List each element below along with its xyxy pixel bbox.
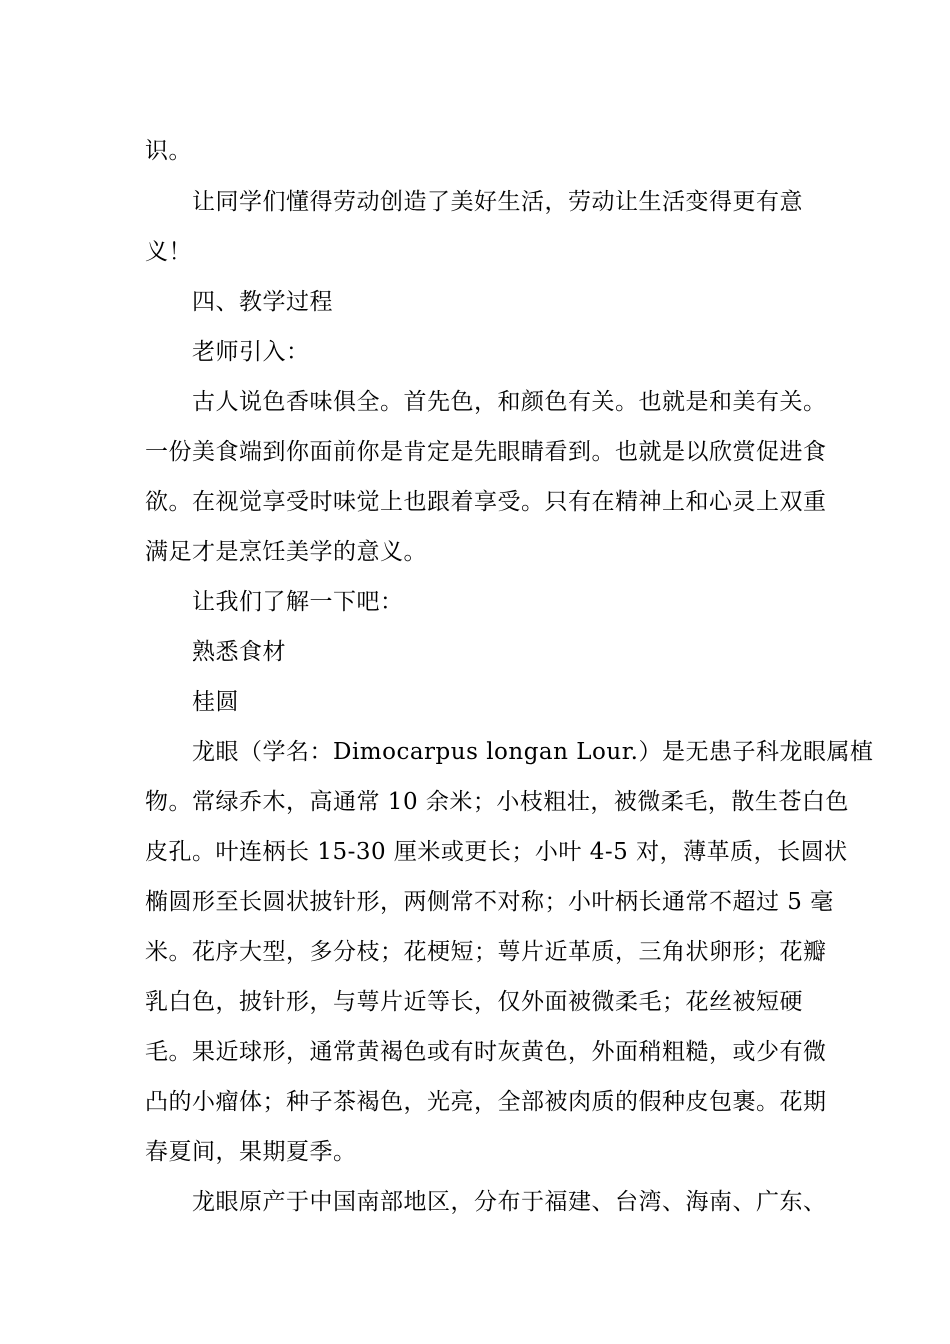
body-text <box>145 126 807 176</box>
paragraph-line: 毛。果近球形，通常黄褐色或有时灰黄色，外面稍粗糙，或少有微 <box>145 1039 827 1065</box>
paragraph-line: 让同学们懂得劳动创造了美好生活，劳动让生活变得更有意 <box>192 189 803 215</box>
paragraph-line: 凸的小瘤体；种子茶褐色，光亮，全部被肉质的假种皮包裹。花期 <box>145 1089 827 1115</box>
paragraph-continuation: 识。 <box>145 138 192 164</box>
paragraph-line: 满足才是烹饪美学的意义。 <box>145 539 427 565</box>
subheading: 熟悉食材 <box>192 639 286 665</box>
paragraph-line: 乳白色，披针形，与萼片近等长，仅外面被微柔毛；花丝被短硬 <box>145 989 803 1015</box>
paragraph-line: 皮孔。叶连柄长 15-30 厘米或更长；小叶 4-5 对，薄革质，长圆状 <box>145 839 848 865</box>
paragraph-line: 龙眼原产于中国南部地区，分布于福建、台湾、海南、广东、 <box>192 1189 827 1215</box>
subheading: 老师引入： <box>192 339 310 365</box>
body-text <box>145 177 874 1227</box>
paragraph-line: 米。花序大型，多分枝；花梗短；萼片近革质，三角状卵形；花瓣 <box>145 939 827 965</box>
paragraph-line: 一份美食端到你面前你是肯定是先眼睛看到。也就是以欣赏促进食 <box>145 439 827 465</box>
paragraph-line: 古人说色香味俱全。首先色，和颜色有关。也就是和美有关。 <box>192 389 827 415</box>
subheading: 桂圆 <box>192 689 239 715</box>
paragraph-line: 龙眼（学名：Dimocarpus longan Lour.）是无患子科龙眼属植 <box>192 739 874 765</box>
paragraph-line: 义！ <box>145 239 192 265</box>
paragraph-line: 让我们了解一下吧： <box>192 589 404 615</box>
paragraph-line: 椭圆形至长圆状披针形，两侧常不对称；小叶柄长通常不超过 5 毫 <box>145 889 834 915</box>
paragraph-line: 欲。在视觉享受时味觉上也跟着享受。只有在精神上和心灵上双重 <box>145 489 827 515</box>
paragraph-line: 春夏间，果期夏季。 <box>145 1139 357 1165</box>
section-heading: 四、教学过程 <box>192 289 333 315</box>
paragraph-line: 物。常绿乔木，高通常 10 余米；小枝粗壮，被微柔毛，散生苍白色 <box>145 789 849 815</box>
